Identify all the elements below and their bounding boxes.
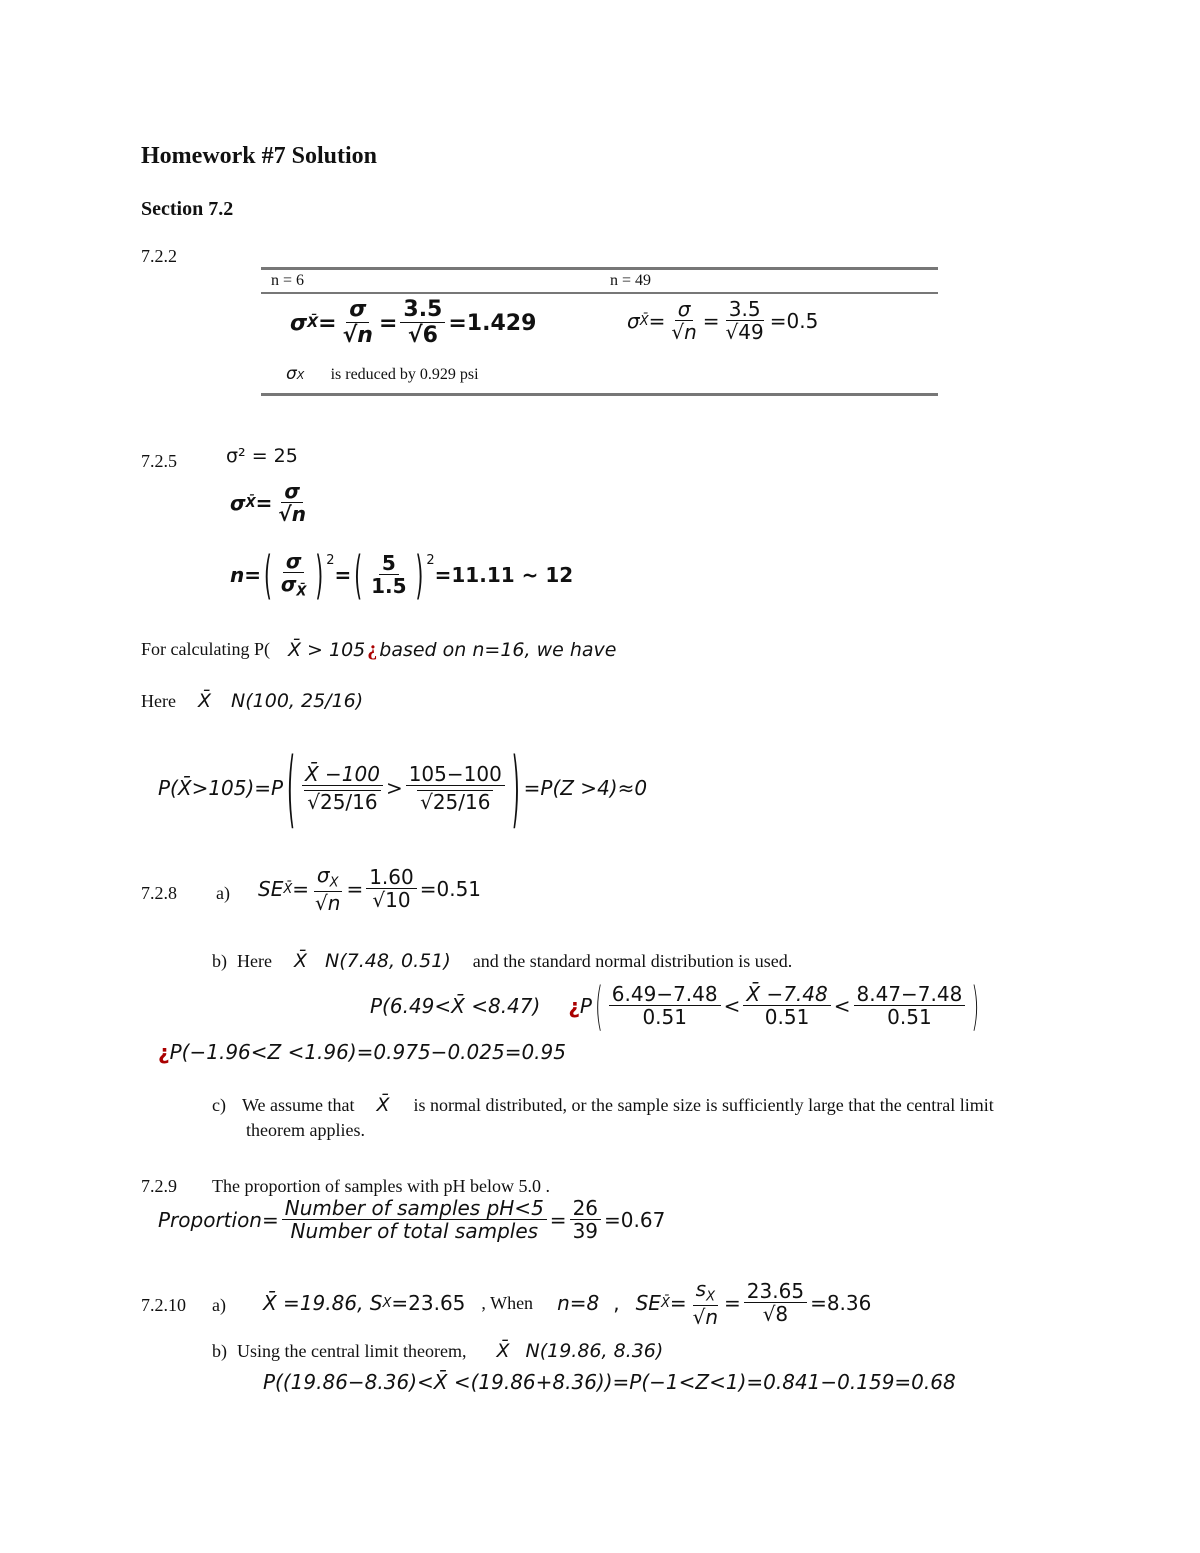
- formula-se-7-2-8: SE X̄ = $\frac{\sigma_X}{√n}$ = $\frac{1.60}{√10}$ =0.51: [258, 863, 482, 915]
- col-header-n6: n = 6: [271, 272, 305, 289]
- prob-calc-7-2-8: P(6.49<X̄ <8.47) ¿ P ( $\frac{6.49-7.48}{0.51}$ < $\frac{X̄ -7.48}{0.51}$ < $\frac{8.47-7.48}{0.51}$ ): [370, 974, 980, 1038]
- problem-label-7-2-8: 7.2.8: [141, 883, 177, 903]
- table-bottom-rule: [261, 393, 938, 396]
- here-distribution: Here X̄ N(100, 25/16): [141, 690, 364, 712]
- part-b-line: b) Here X̄ N(7.48, 0.51) and the standard normal distribution is used.: [212, 950, 793, 972]
- formula-se-definition: σ X̄ = $\frac{\sigma}{√n}$: [230, 479, 306, 526]
- reduction-note: σX is reduced by 0.929 psi: [286, 364, 479, 384]
- formula-se-7-2-10: X̄ =19.86, S X =23.65 , When n=8 , SE X̄ = $\frac{s_X}{√n}$ = $\frac{23.65}{√8}$ =8.36: [263, 1277, 872, 1329]
- problem-label-7-2-10: 7.2.10: [141, 1295, 186, 1315]
- table-top-rule: [261, 267, 938, 270]
- prob-calc-7-2-5: P(X̄>105)=P ( $\frac{X̄ -100}{√25/16}$ > $\frac{105-100}{√25/16}$ ) =P(Z >4)≈0: [158, 737, 648, 839]
- section-heading: Section 7.2: [141, 198, 234, 220]
- table-header-rule: [261, 292, 938, 294]
- problem-label-7-2-9: 7.2.9: [141, 1176, 177, 1196]
- prob-result-7-2-10: P((19.86−8.36)<X̄ <(19.86+8.36))=P(−1<Z<1)=0.841−0.159=0.68: [263, 1370, 956, 1394]
- formula-proportion: Proportion= $\frac{\text{Number of samples pH<5}}{\text{Number of total samples}}$ = $\frac{26}{39}$ =0.67: [158, 1196, 666, 1243]
- part-c-continuation: theorem applies.: [246, 1120, 365, 1140]
- part-a-label-7-2-10: a): [212, 1295, 226, 1315]
- prob-result-7-2-8: ¿P(−1.96<Z <1.96)=0.975−0.025=0.95: [158, 1040, 566, 1064]
- part-c-line: c) We assume that X̄ is normal distributed, or the sample size is sufficiently large that the central limit: [212, 1094, 994, 1116]
- calc-statement: For calculating P( X̄ > 105 ¿ based on n=16, we have: [141, 638, 617, 661]
- problem-label-7-2-2: 7.2.2: [141, 246, 177, 266]
- part-b-line-7-2-10: b) Using the central limit theorem, X̄ N(19.86, 8.36): [212, 1340, 664, 1362]
- given-variance: σ² = 25: [226, 445, 298, 467]
- page-title: Homework #7 Solution: [141, 143, 378, 169]
- formula-sigma-n49: σ X̄ = $\frac{\sigma}{√n}$ = $\frac{3.5}{√49}$ =0.5: [627, 297, 819, 344]
- formula-sample-size: n= ( $\frac{\sigma}{\sigma_{X̄}}$ ) 2 = ( $\frac{5}{1.5}$ ) 2 =11.11 ~ 12: [230, 543, 574, 607]
- formula-sigma-n6: σ X̄ = $\frac{\sigma}{√n}$ = $\frac{3.5}{√6}$ =1.429: [290, 297, 537, 349]
- proportion-description: The proportion of samples with pH below 5.0 .: [212, 1176, 550, 1196]
- problem-label-7-2-5: 7.2.5: [141, 451, 177, 471]
- part-a-label: a): [216, 883, 230, 903]
- col-header-n49: n = 49: [610, 272, 652, 289]
